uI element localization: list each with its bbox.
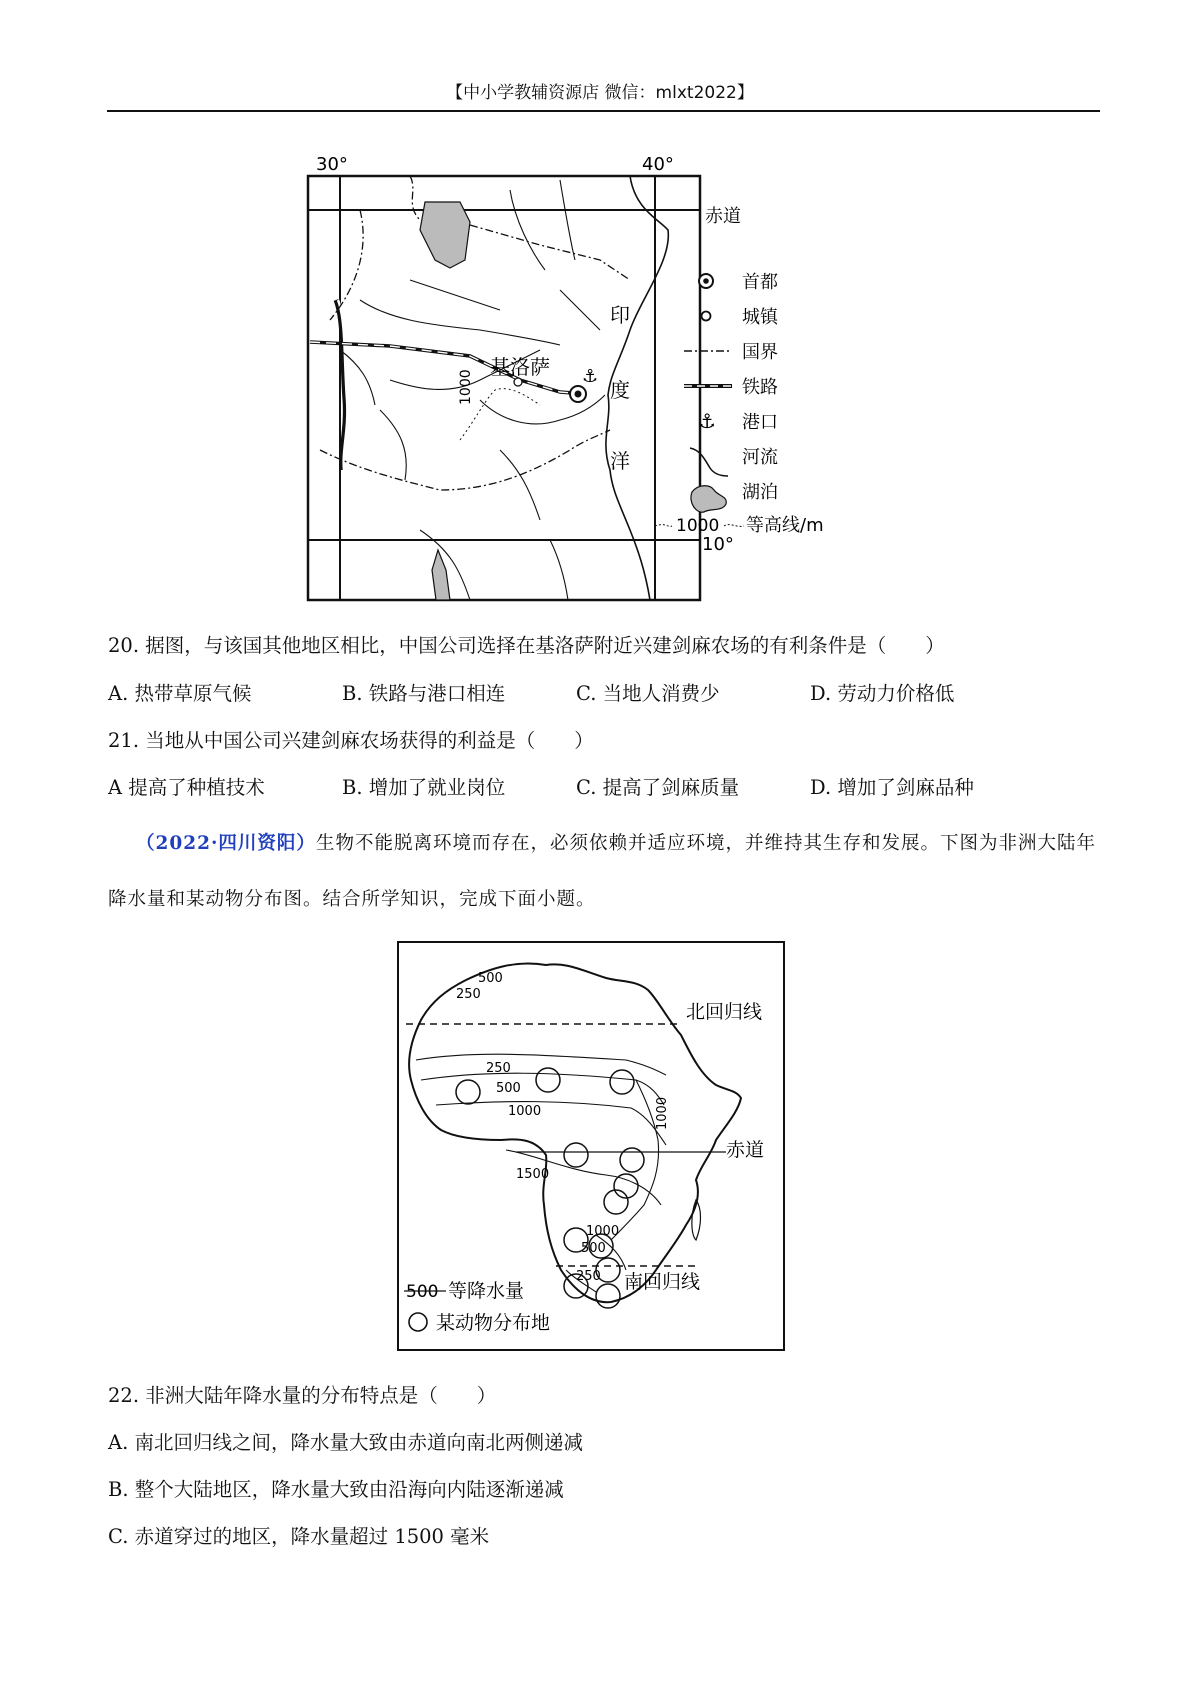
lon-label-40: 40° <box>642 154 674 175</box>
isohyet-label-250-s: 250 <box>576 1269 601 1284</box>
ocean-label-3: 洋 <box>610 449 630 473</box>
legend-contour-value: 1000 <box>676 516 720 536</box>
equator-label-2: 赤道 <box>726 1139 765 1161</box>
contour-label: 1000 <box>458 369 474 405</box>
q20-option-d[interactable]: D. 劳动力价格低 <box>810 682 955 705</box>
q22-stem: 22. 非洲大陆年降水量的分布特点是（ ） <box>108 1384 497 1407</box>
animal-legend-icon <box>409 1313 427 1331</box>
isohyet-label-1000-e: 1000 <box>655 1096 670 1130</box>
lake-nyasa <box>432 550 450 600</box>
equator-label: 赤道 <box>705 206 741 227</box>
river-icon <box>690 448 728 476</box>
q21-option-b[interactable]: B. 增加了就业岗位 <box>342 776 506 799</box>
map1-legend <box>655 272 824 536</box>
map1-frame <box>308 176 700 600</box>
isohyet-label-1000: 1000 <box>508 1104 542 1119</box>
legend-railway: 铁路 <box>742 377 778 398</box>
q20-option-c[interactable]: C. 当地人消费少 <box>576 682 720 705</box>
q21-stem: 21. 当地从中国公司兴建剑麻农场获得的利益是（ ） <box>108 729 594 752</box>
lat-label-10: 10° <box>702 534 734 555</box>
ocean-label-2: 度 <box>610 378 630 402</box>
lake-icon <box>691 486 726 512</box>
animal-distribution-markers <box>456 1068 644 1308</box>
intro-paragraph <box>108 816 1098 928</box>
legend-isohyet: 等降水量 <box>448 1280 525 1302</box>
animal-site <box>610 1070 634 1094</box>
q20-option-a[interactable]: A. 热带草原气候 <box>108 682 252 705</box>
q21-option-c[interactable]: C. 提高了剑麻质量 <box>576 776 740 799</box>
town-kilosa <box>514 378 522 386</box>
isohyet-label-500-s: 500 <box>581 1241 606 1256</box>
map-kilosa <box>300 150 900 610</box>
legend-animal: 某动物分布地 <box>436 1312 551 1334</box>
legend-port: 港口 <box>742 412 778 433</box>
isohyet-500 <box>421 1073 664 1105</box>
isohyet-label-1000-s: 1000 <box>586 1224 620 1239</box>
contour-icon <box>655 525 672 527</box>
animal-site <box>536 1068 560 1092</box>
intro-source: （2022·四川资阳） <box>136 833 316 854</box>
town-icon <box>702 312 711 321</box>
q21-option-d[interactable]: D. 增加了剑麻品种 <box>810 776 974 799</box>
animal-site <box>564 1228 588 1252</box>
lake-victoria <box>420 202 470 268</box>
tropic-north-label: 北回归线 <box>686 1001 763 1023</box>
legend-river: 河流 <box>742 447 778 468</box>
header-rule <box>107 110 1100 112</box>
animal-site <box>564 1143 588 1167</box>
city-label-kilosa: 基洛萨 <box>490 355 550 379</box>
ocean-label-1: 印 <box>610 303 630 327</box>
isohyet-label-500-n: 500 <box>478 971 503 986</box>
q22-option-a[interactable]: A. 南北回归线之间，降水量大致由赤道向南北两侧递减 <box>108 1431 583 1454</box>
isohyet-label-250-n: 250 <box>456 987 481 1002</box>
lon-label-30: 30° <box>316 154 348 175</box>
q21-option-a[interactable]: A 提高了种植技术 <box>108 776 265 799</box>
map-africa-precipitation <box>396 940 786 1360</box>
legend-isohyet-value: 500 <box>406 1282 439 1302</box>
animal-site <box>456 1080 480 1104</box>
legend-town: 城镇 <box>742 307 778 328</box>
isohyet-label-1500: 1500 <box>516 1167 550 1182</box>
isohyet-label-500: 500 <box>496 1081 521 1096</box>
header-watermark: 【中小学教辅资源店 微信：mlxt2022】 <box>446 83 754 103</box>
legend-lake: 湖泊 <box>742 482 778 503</box>
legend-contour: 等高线/m <box>746 515 824 536</box>
q20-stem: 20. 据图，与该国其他地区相比，中国公司选择在基洛萨附近兴建剑麻农场的有利条件是（ ） <box>108 634 945 657</box>
port-marker: ⚓ <box>582 366 599 387</box>
isohyet-label-250: 250 <box>486 1061 511 1076</box>
q20-option-b[interactable]: B. 铁路与港口相连 <box>342 682 506 705</box>
q22-option-b[interactable]: B. 整个大陆地区，降水量大致由沿海向内陆逐渐递减 <box>108 1478 564 1501</box>
isohyet-east-1000 <box>611 1080 659 1240</box>
intro-text: 生物不能脱离环境而存在，必须依赖并适应环境，并维持其生存和发展。下图为非洲大陆年降水量和某动物分布图。结合所学知识，完成下面小题。 <box>108 833 1096 910</box>
legend-border: 国界 <box>742 342 778 363</box>
q22-option-c[interactable]: C. 赤道穿过的地区，降水量超过 1500 毫米 <box>108 1525 490 1548</box>
port-icon: ⚓ <box>698 409 716 433</box>
animal-site <box>596 1284 620 1308</box>
tropic-south-label: 南回归线 <box>624 1271 701 1293</box>
legend-capital: 首都 <box>742 272 778 293</box>
